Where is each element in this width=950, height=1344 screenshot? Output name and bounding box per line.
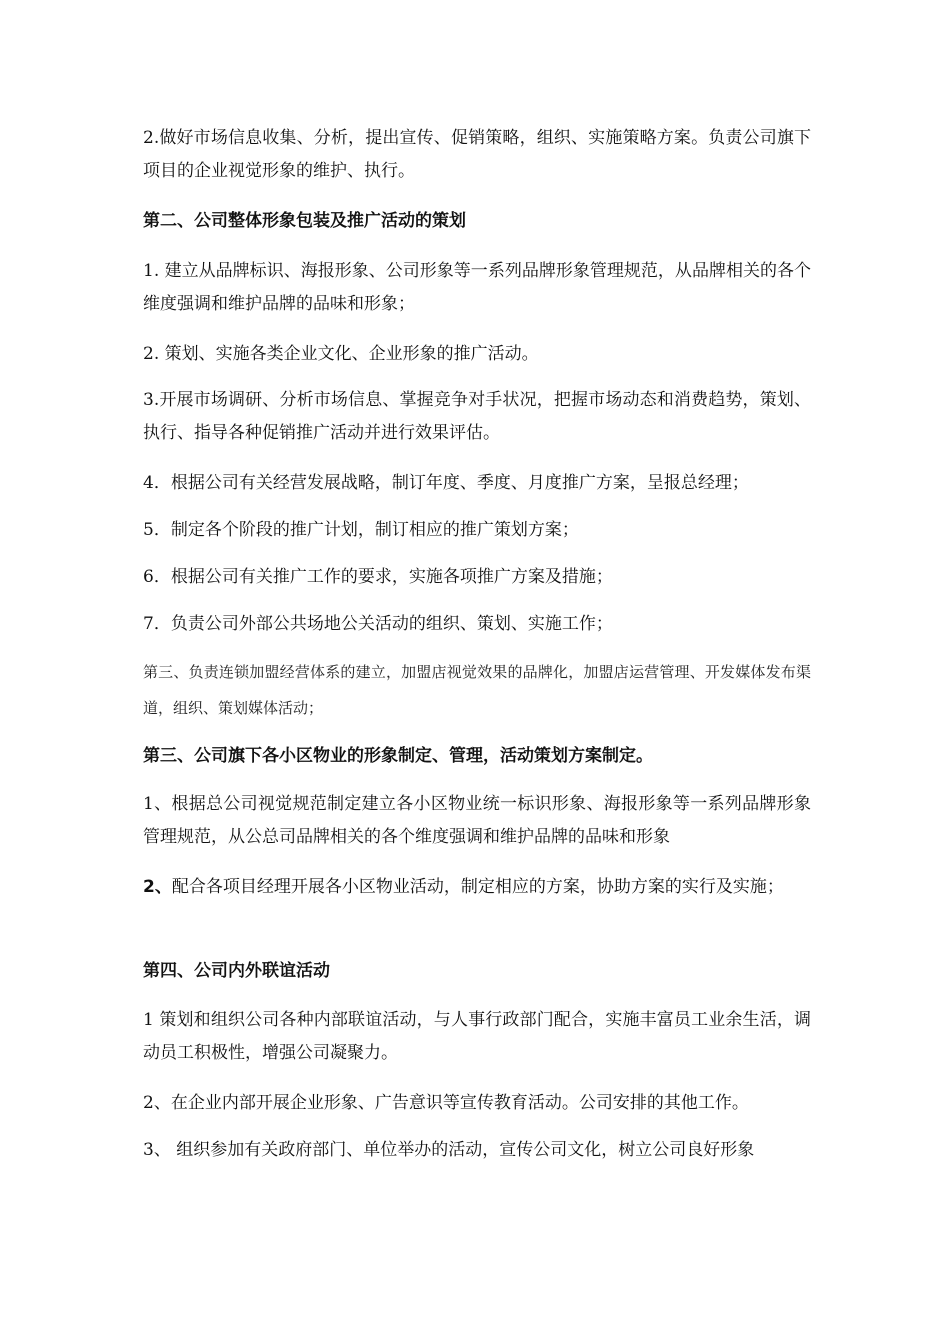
paragraph-2-6: 6．根据公司有关推广工作的要求，实施各项推广方案及措施；	[143, 567, 613, 587]
paragraph-2-2: 2. 策划、实施各类企业文化、企业形象的推广活动。	[143, 344, 539, 364]
paragraph-4-3: 3、 组织参加有关政府部门、单位举办的活动，宣传公司文化，树立公司良好形象	[143, 1140, 755, 1160]
paragraph-2-5: 5．制定各个阶段的推广计划，制订相应的推广策划方案；	[143, 520, 579, 540]
paragraph-3-2	[143, 871, 811, 904]
paragraph-3-1: 1、根据总公司视觉规范制定建立各小区物业统一标识形象、海报形象等一系列品牌形象管理规范，从公总司品牌相关的各个维度强调和维护品牌的品味和形象	[143, 794, 811, 847]
paragraph-marketing-info: 2.做好市场信息收集、分析，提出宣传、促销策略，组织、实施策略方案。负责公司旗下项目的企业视觉形象的维护、执行。	[143, 128, 811, 181]
paragraph-4-2: 2、在企业内部开展企业形象、广告意识等宣传教育活动。公司安排的其他工作。	[143, 1093, 749, 1113]
section-heading-3: 第三、公司旗下各小区物业的形象制定、管理，活动策划方案制定。	[143, 746, 653, 766]
paragraph-3-chain: 第三、负责连锁加盟经营体系的建立，加盟店视觉效果的品牌化，加盟店运营管理、开发媒体发布渠道，组织、策划媒体活动；	[143, 663, 811, 717]
paragraph-2-4: 4．根据公司有关经营发展战略，制订年度、季度、月度推广方案，呈报总经理；	[143, 473, 749, 493]
section-heading-2: 第二、公司整体形象包装及推广活动的策划	[143, 211, 466, 231]
paragraph-2-3: 3.开展市场调研、分析市场信息、掌握竞争对手状况，把握市场动态和消费趋势，策划、执行、指导各种促销推广活动并进行效果评估。	[143, 390, 811, 443]
paragraph-2-7: 7．负责公司外部公共场地公关活动的组织、策划、实施工作；	[143, 614, 613, 634]
paragraph-3-2-number: 2、	[143, 877, 172, 897]
paragraph-3-2-text: 配合各项目经理开展各小区物业活动，制定相应的方案，协助方案的实行及实施；	[171, 877, 784, 897]
paragraph-4-1: 1 策划和组织公司各种内部联谊活动，与人事行政部门配合，实施丰富员工业余生活，调动员工积极性，增强公司凝聚力。	[143, 1010, 811, 1063]
paragraph-2-1: 1. 建立从品牌标识、海报形象、公司形象等一系列品牌形象管理规范，从品牌相关的各个维度强调和维护品牌的品味和形象；	[143, 261, 811, 314]
section-heading-4: 第四、公司内外联谊活动	[143, 961, 330, 981]
